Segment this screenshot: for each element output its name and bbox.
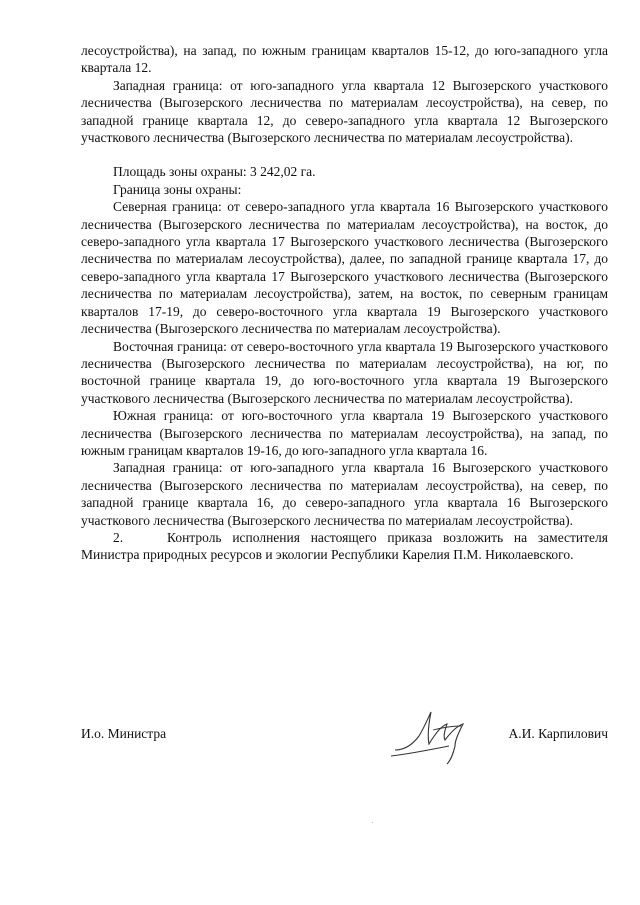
paragraph: Южная граница: от юго-восточного угла квартала 19 Выгозерского участкового лесничества (Выгозерского лесничества по материалам лесоустройства), на запад, по южным границам кварталов 19-16, до юго-западного угла квартала 16. — [81, 408, 608, 458]
paragraph-list — [81, 42, 608, 529]
item-2-number: 2. — [113, 529, 124, 545]
scan-dot — [372, 822, 373, 823]
handwritten-signature — [389, 706, 489, 768]
document-body — [81, 42, 608, 564]
paragraph: Северная граница: от северо-западного угла квартала 16 Выгозерского участкового лесничества (Выгозерского лесничества по материалам лесоустройства), на восток, до северо-западного угла квартала 17 Выгозерского участкового лесничества (Выгозерского лесничества по материалам лесоустройства), далее, по западной границе квартала 17, до северо-западного угла квартала 17 Выгозерского участкового лесничества (Выгозерского лесничества по материалам лесоустройства), затем, на восток, по северным границам кварталов 17-19, до северо-восточного угла квартала 19 Выгозерского участкового лесничества (Выгозерского лесничества по материалам лесоустройства). — [81, 199, 608, 337]
signer-position: И.о. Министра — [81, 726, 167, 741]
paragraph: лесоустройства), на запад, по южным границам кварталов 15-12, до юго-западного угла квартала 12. — [81, 43, 608, 76]
signature-block — [81, 722, 608, 782]
item-2-text: Контроль исполнения настоящего приказа возложить на заместителя Министра природных ресурсов и экологии Республики Карелия П.М. Николаевского. — [81, 529, 608, 563]
paragraph: Площадь зоны охраны: 3 242,02 га. — [113, 164, 316, 180]
paragraph: Западная граница: от юго-западного угла квартала 16 Выгозерского участкового лесничества (Выгозерского лесничества по материалам лесоустройства), на север, по западной границе квартала 16, до северо-западного угла квартала 16 Выгозерского участкового лесничества (Выгозерского лесничества по материалам лесоустройства). — [81, 460, 608, 528]
item-2 — [81, 529, 608, 564]
paragraph: Граница зоны охраны: — [113, 181, 242, 197]
paragraph: Восточная граница: от северо-восточного угла квартала 19 Выгозерского участкового лесничества (Выгозерского лесничества по материалам лесоустройства), на юг, по восточной границе квартала 19, до юго-восточного угла квартала 19 Выгозерского участкового лесничества (Выгозерского лесничества по материалам лесоустройства). — [81, 338, 608, 406]
signer-name: А.И. Карпилович — [508, 726, 608, 741]
paragraph-gap — [81, 146, 608, 163]
paragraph: Западная граница: от юго-западного угла квартала 12 Выгозерского участкового лесничества (Выгозерского лесничества по материалам лесоустройства), на север, по западной границе квартала 12, до северо-западного угла квартала 12 Выгозерского участкового лесничества (Выгозерского лесничества по материалам лесоустройства). — [81, 77, 608, 146]
